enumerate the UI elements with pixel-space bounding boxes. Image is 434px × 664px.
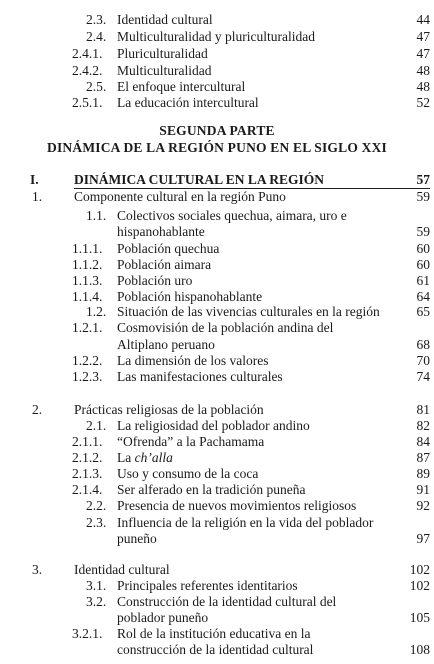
- entry-number: 2.5.: [86, 79, 107, 94]
- entry-title: Presencia de nuevos movimientos religiosos: [117, 498, 357, 513]
- entry-page: 68: [416, 337, 430, 352]
- toc-entry: [0, 593, 434, 610]
- entry-title: La educación intercultural: [117, 95, 259, 110]
- entry-page: 64: [416, 289, 430, 304]
- entry-number: 1.2.: [86, 304, 107, 319]
- entry-page: 105: [409, 610, 430, 625]
- toc-entry: [0, 62, 434, 79]
- part-title: DINÁMICA DE LA REGIÓN PUNO EN EL SIGLO XXI: [47, 140, 387, 155]
- entry-number: 3.2.: [86, 594, 107, 609]
- entry-page: 47: [416, 46, 430, 61]
- entry-number: 1.1.2.: [72, 257, 103, 272]
- entry-number: 1.2.3.: [72, 369, 103, 384]
- toc-entry: [0, 449, 434, 466]
- entry-number: 3.2.1.: [72, 626, 103, 641]
- toc-entry: [0, 11, 434, 28]
- entry-number: 1.2.2.: [72, 353, 103, 368]
- entry-page: 89: [416, 466, 430, 481]
- entry-page: 70: [416, 353, 430, 368]
- entry-page: 84: [416, 434, 430, 449]
- toc-entry: [0, 625, 434, 642]
- section-number: 1.: [32, 189, 43, 204]
- entry-title-line2: puneño: [117, 531, 157, 546]
- toc-entry: [0, 272, 434, 289]
- entry-number: 1.1.4.: [72, 289, 103, 304]
- entry-number: 2.1.: [86, 418, 107, 433]
- toc-entry-continuation: [0, 641, 434, 658]
- entry-title-italic: ch’alla: [134, 450, 173, 465]
- toc-entry: [0, 433, 434, 450]
- toc-entry: [0, 303, 434, 320]
- entry-title: La dimensión de los valores: [117, 353, 269, 368]
- entry-title: Población hispanohablante: [117, 289, 263, 304]
- entry-title: Influencia de la religión en la vida del poblador: [117, 515, 374, 530]
- toc-entry-continuation: [0, 223, 434, 240]
- section-title: Identidad cultural: [74, 562, 170, 577]
- entry-page: 82: [416, 418, 430, 433]
- entry-page: 74: [416, 369, 430, 384]
- entry-number: 2.1.3.: [72, 466, 103, 481]
- entry-number: 2.1.1.: [72, 434, 103, 449]
- entry-title: [117, 449, 173, 466]
- toc-entry: [0, 207, 434, 224]
- entry-title: Identidad cultural: [117, 12, 213, 27]
- entry-number: 2.4.1.: [72, 46, 103, 61]
- entry-title: Principales referentes identitarios: [117, 578, 298, 593]
- entry-page: 91: [416, 482, 430, 497]
- toc-entry: [0, 319, 434, 336]
- section-heading: [0, 561, 434, 578]
- entry-title: Construcción de la identidad cultural del: [117, 594, 337, 609]
- entry-number: 2.1.4.: [72, 482, 103, 497]
- toc-entry: [0, 94, 434, 111]
- entry-number: 2.5.1.: [72, 95, 103, 110]
- entry-title: Pluriculturalidad: [117, 46, 208, 61]
- entry-title: Las manifestaciones culturales: [117, 369, 283, 384]
- entry-title: Multiculturalidad: [117, 63, 212, 78]
- entry-page: 97: [416, 531, 430, 546]
- section-number: 2.: [32, 402, 43, 417]
- toc-entry: [0, 28, 434, 45]
- entry-number: 1.1.3.: [72, 273, 103, 288]
- section-title: Componente cultural en la región Puno: [74, 189, 286, 204]
- section-heading: [0, 188, 434, 205]
- entry-page: 44: [416, 12, 430, 27]
- entry-page: 61: [416, 273, 430, 288]
- section-page: 102: [409, 562, 430, 577]
- toc-entry-continuation: [0, 609, 434, 626]
- entry-number: 2.2.: [86, 498, 107, 513]
- toc-entry-continuation: [0, 336, 434, 353]
- entry-number: 3.1.: [86, 578, 107, 593]
- entry-title: Multiculturalidad y pluriculturalidad: [117, 29, 315, 44]
- toc-entry: [0, 514, 434, 531]
- entry-number: 2.4.: [86, 29, 107, 44]
- entry-title: Uso y consumo de la coca: [117, 466, 259, 481]
- section-page: 59: [416, 189, 430, 204]
- toc-entry: [0, 481, 434, 498]
- entry-title: Rol de la institución educativa en la: [117, 626, 311, 641]
- section-heading: [0, 401, 434, 418]
- entry-title: Población aimara: [117, 257, 212, 272]
- entry-number: 2.3.: [86, 515, 107, 530]
- entry-page: 92: [416, 498, 430, 513]
- toc-entry: [0, 465, 434, 482]
- toc-entry: [0, 497, 434, 514]
- section-page: 81: [416, 402, 430, 417]
- part-label: SEGUNDA PARTE: [159, 123, 275, 138]
- entry-title: Población quechua: [117, 241, 220, 256]
- toc-entry: [0, 352, 434, 369]
- section-title: Prácticas religiosas de la población: [74, 402, 264, 417]
- entry-page: 87: [416, 450, 430, 465]
- entry-number: 1.2.1.: [72, 320, 103, 335]
- entry-title-line2: poblador puneño: [117, 610, 209, 625]
- entry-page: 48: [416, 79, 430, 94]
- entry-title: Situación de las vivencias culturales en la región: [117, 304, 380, 319]
- entry-page: 52: [416, 95, 430, 110]
- toc-entry: [0, 417, 434, 434]
- entry-page: 47: [416, 29, 430, 44]
- entry-page: 60: [416, 241, 430, 256]
- toc-entry: [0, 256, 434, 273]
- entry-page: 108: [409, 642, 430, 657]
- entry-title: Cosmovisión de la población andina del: [117, 320, 334, 335]
- entry-number: 2.4.2.: [72, 63, 103, 78]
- entry-title-line2: construcción de la identidad cultural: [117, 642, 314, 657]
- entry-title: Población uro: [117, 273, 193, 288]
- entry-number: 2.3.: [86, 12, 107, 27]
- toc-entry: [0, 45, 434, 62]
- entry-title-plain: La: [117, 450, 135, 465]
- toc-entry: [0, 577, 434, 594]
- entry-title: La religiosidad del poblador andino: [117, 418, 310, 433]
- entry-number: 2.1.2.: [72, 450, 103, 465]
- toc-entry: [0, 78, 434, 95]
- entry-title-line2: hispanohablante: [117, 224, 205, 239]
- entry-title: “Ofrenda” a la Pachamama: [117, 434, 265, 449]
- toc-entry: [0, 240, 434, 257]
- entry-number: 1.1.1.: [72, 241, 103, 256]
- chapter-page: 57: [416, 172, 430, 187]
- entry-title-line2: Altiplano peruano: [117, 337, 215, 352]
- chapter-title: DINÁMICA CULTURAL EN LA REGIÓN: [74, 172, 325, 187]
- entry-page: 65: [416, 304, 430, 319]
- chapter-number: I.: [30, 172, 39, 187]
- entry-title: Ser alferado en la tradición puneña: [117, 482, 306, 497]
- entry-number: 1.1.: [86, 208, 107, 223]
- entry-title: El enfoque intercultural: [117, 79, 246, 94]
- entry-page: 102: [409, 578, 430, 593]
- toc-entry: [0, 368, 434, 385]
- entry-page: 48: [416, 63, 430, 78]
- entry-page: 59: [416, 224, 430, 239]
- entry-page: 60: [416, 257, 430, 272]
- toc-entry-continuation: [0, 530, 434, 547]
- entry-title: Colectivos sociales quechua, aimara, uro e: [117, 208, 347, 223]
- chapter-heading: [0, 171, 434, 188]
- section-number: 3.: [32, 562, 43, 577]
